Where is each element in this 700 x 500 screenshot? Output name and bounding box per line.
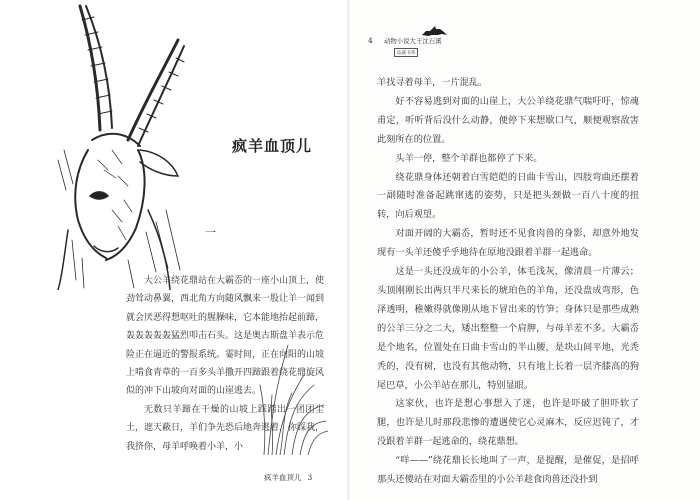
series-title: 动物小说大王沈石溪	[384, 37, 442, 45]
goat-illustration	[28, 0, 208, 290]
paragraph: 无数只羊蹄在干燥的山坡上踩踏出一团团尘土，遮天蔽日，羊们争先恐后地奔逃着，你踩我，我挤你，母羊呼唤着小羊，小	[126, 404, 325, 452]
running-title: 疯羊血顶儿	[264, 473, 302, 482]
paragraph: 头羊一停，整个羊群也都停了下来。	[395, 152, 543, 164]
paragraph: 绕花鼎身体还朝着白雪皑皑的日曲卡雪山，四肢弯曲还摆着一副随时准备起跳窜逃的姿势，只是把头颈做一百八十度的扭转，向后观望。	[377, 171, 639, 221]
chapter-number-mark: 一	[205, 226, 216, 239]
series-subtitle: 品藏书系	[394, 48, 418, 57]
page-number: 4	[368, 36, 373, 45]
left-footer	[264, 472, 312, 483]
paragraph: 对面开阔的大霸岙，暂时还不见食肉兽的身影，却意外地发现有一头羊还傻乎乎地待在原地没跟着羊群一起逃命。	[377, 228, 639, 259]
page-number: 3	[307, 473, 313, 482]
paragraph: 好不容易逃到对面的山崖上，大公羊绕花鼎气喘吁吁，惊魂甫定，听听背后没什么动静，便停下来想歇口气，顺便观察敌害此刻所在的位置。	[377, 95, 639, 145]
running-header	[368, 24, 518, 64]
paragraph: 这是一头还没成年的小公羊，体毛浅灰，像清晨一片薄云；头顶刚刚长出两只半尺来长的琥珀色的羊角，还没盘成弯形，色泽透明，稚嫩得就像刚从地下冒出来的竹笋；身体只是那些成熟的公羊三分之二大，矮出整整一个肩胛，与母羊差不多。大霸岙是个地名，位置处在日曲卡雪山的半山腰，是块山间平地，光秃秃的，没有树，也没有其他动物，只有地上长着一层齐膝高的狗尾巴草，小公羊站在那儿，特别显眼。	[377, 266, 639, 391]
paragraph: “咩——”绕花鼎长长地叫了一声，是提醒，是催促，是招呼那头还傻站在对面大霸岙里的小公羊趁食肉兽还没扑到	[377, 455, 639, 486]
paragraph: 羊找寻着母羊，一片混乱。	[377, 77, 488, 88]
paragraph: 这家伙，也许是想心事想入了迷，也许是吓破了胆吓软了腿，也许是儿时那段悲惨的遭遇使它心灵麻木，反应迟钝了，才没跟着羊群一起逃命的，绕花鼎想。	[377, 398, 639, 448]
grass-illustration	[258, 305, 328, 455]
chapter-title: 疯羊血顶儿	[232, 137, 313, 155]
right-body-text	[377, 74, 639, 490]
paragraph: 大公羊绕花鼎站在大霸岙的一座小山顶上，使劲耸动鼻翼，西北角方向随风飘来一股让羊一闻到就会厌恶得想呕吐的腥臊味，它本能地抬起前蹄，轰轰轰轰轰猛烈叩击石头。这是奥古斯盘羊表示危险正在逼近的警报系统。霎时间，正在向阳的山坡上啃食青草的一百多头羊撒开四蹄跟着绕花鼎旋风似的冲下山坡向对面的山崖逃去。	[126, 276, 325, 397]
